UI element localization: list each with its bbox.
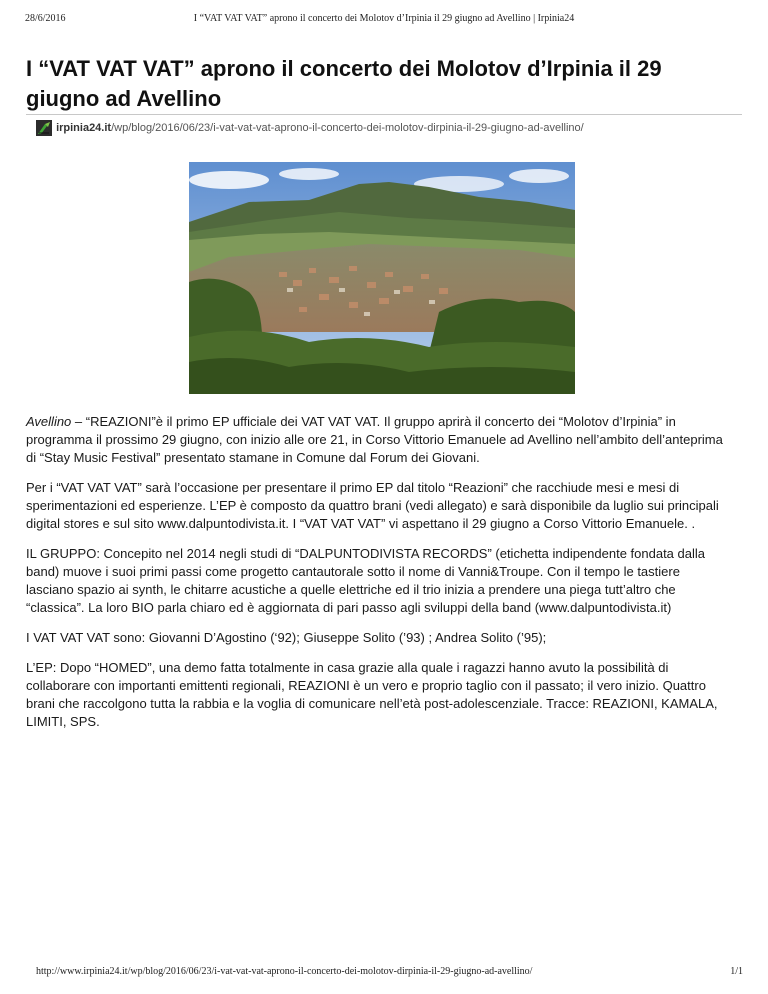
body-paragraph: Per i “VAT VAT VAT” sarà l’occasione per presentare il primo EP dal titolo “Reazioni” che racchiude mesi e mesi di sperimentazioni ed esperienze. L’EP è composto da quattro brani (vedi allegato) e sarà disponibile da luglio sui principali digital stores e sul sito www.dalpuntodivista.it. I “VAT VAT VAT” vi aspettano il 29 giugno a Corso Vittorio Emanuele. . [26,480,719,531]
print-header [25,13,743,27]
print-url: http://www.irpinia24.it/wp/blog/2016/06/23/i-vat-vat-vat-aprono-il-concerto-dei-molotov-dirpinia-il-29-giugno-ad-avellino/ [36,966,533,977]
source-path: /wp/blog/2016/06/23/i-vat-vat-vat-aprono-il-concerto-dei-molotov-dirpinia-il-29-giugno-ad-avellino/ [111,122,584,134]
article-title: I “VAT VAT VAT” aprono il concerto dei Molotov d’Irpinia il 29 giugno ad Avellino [26,56,662,111]
print-footer [36,966,743,980]
irpinia24-logo-icon [36,120,52,136]
lead-place: Avellino [26,414,72,429]
source-domain: irpinia24.it [56,122,112,134]
article-body [26,413,726,743]
body-paragraph: I VAT VAT VAT sono: Giovanni D’Agostino (‘92); Giuseppe Solito (’93) ; Andrea Solito (’95); [26,630,547,645]
lead-paragraph [26,413,726,467]
body-paragraph: L’EP: Dopo “HOMED”, una demo fatta totalmente in casa grazie alla quale i ragazzi hanno avuto la possibilità di collaborare con importanti emittenti regionali, REAZIONI è un vero e proprio taglio con il passato; il vero inizio. Quattro brani che raccolgono tutta la rabbia e la voglia di comunicare nell’età post-adolescenziale. Tracce: REAZIONI, KAMALA, LIMITI, SPS. [26,660,718,729]
avellino-landscape-photo [189,162,575,394]
page-number: 1/1 [730,966,743,977]
lead-text: – “REAZIONI”è il primo EP ufficiale dei VAT VAT VAT. Il gruppo aprirà il concerto dei “Molotov d’Irpinia” in programma il prossimo 29 giugno, con inizio alle ore 21, in Corso Vittorio Emanuele ad Avellino nell’ambito dell’anteprima di “Stay Music Festival” presentato stamane in Comune dal Forum dei Giovani. [26,414,723,465]
print-page-title: I “VAT VAT VAT” aprono il concerto dei Molotov d’Irpinia il 29 giugno ad Avellino | Irpinia24 [193,13,575,24]
print-date: 28/6/2016 [25,13,66,24]
source-link[interactable] [36,120,584,136]
title-divider [26,114,742,115]
body-paragraph: IL GRUPPO: Concepito nel 2014 negli studi di “DALPUNTODIVISTA RECORDS” (etichetta indipendente fondata dalla band) muove i suoi primi passi come progetto cantautorale sotto il nome di Vanni&Troupe. Con il tempo le tastiere lasciano spazio ai synth, le chitarre acustiche a quelle elettriche ed il trio inizia a prendere una piega tutt’altro che “classica”. La loro BIO parla chiaro ed è aggiornata di pari passo agli sviluppi della band (www.dalpuntodivista.it) [26,546,705,615]
